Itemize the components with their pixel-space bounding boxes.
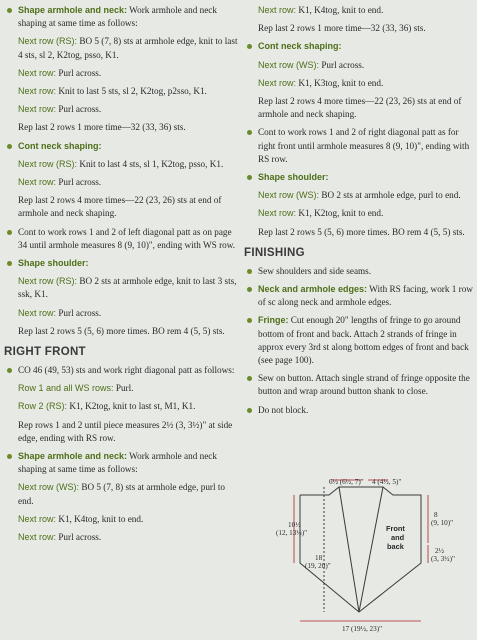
row-label: Next row: bbox=[258, 208, 297, 219]
garment-schematic bbox=[276, 475, 466, 635]
row-label: Next row (WS): bbox=[258, 190, 320, 201]
step-heading: Cont neck shaping: bbox=[18, 140, 102, 151]
row-instruction bbox=[244, 77, 474, 90]
repeat-instruction: Rep last 2 rows 1 more time—32 (33, 36) sts. bbox=[258, 23, 426, 34]
row-text: BO 5 (7, 8) sts at armhole edge, purl to end. bbox=[18, 482, 225, 506]
row-label: Next row (RS): bbox=[18, 276, 78, 287]
left-column bbox=[4, 4, 240, 549]
row-instruction bbox=[4, 103, 240, 116]
row-instruction bbox=[4, 158, 240, 171]
row-instruction bbox=[4, 85, 240, 98]
row-text: BO 5 (7, 8) sts at armhole edge, knit to last 4 sts, sl 2, K2tog, psso, K1. bbox=[18, 36, 238, 60]
step-sew-button: Sew on button. Attach single strand of fringe opposite the button and wrap around button shank to close. bbox=[244, 372, 474, 398]
step-sew-shoulders: Sew shoulders and side seams. bbox=[244, 265, 474, 278]
step-heading: Neck and armhole edges: bbox=[258, 284, 368, 295]
neck-line-left bbox=[339, 487, 359, 612]
step-cont-neck-shaping bbox=[4, 140, 240, 153]
dim-left-label: 10½ bbox=[288, 521, 301, 529]
step-shape-armhole-neck bbox=[4, 4, 240, 30]
row-text: Knit to last 5 sts, sl 2, K2tog, p2sso, K1. bbox=[56, 86, 207, 97]
step-cont-diagonal-right: Cont to work rows 1 and 2 of right diagonal patt as for right front until armhole measures 8 (9, 10)", ending with RS row. bbox=[244, 126, 474, 166]
row-text: K1, K4tog, knit to end. bbox=[296, 5, 384, 15]
step-heading: Shape shoulder: bbox=[258, 172, 329, 183]
step-cont-neck-shaping-right bbox=[244, 40, 474, 53]
front-back-label-1: Front bbox=[386, 524, 405, 533]
row-text: Purl across. bbox=[56, 104, 102, 115]
front-back-label-3: back bbox=[387, 542, 404, 551]
step-heading: Shape shoulder: bbox=[18, 258, 89, 269]
step-heading: Shape armhole and neck: bbox=[18, 5, 128, 15]
step-fringe bbox=[244, 314, 474, 367]
step-heading: Shape armhole and neck: bbox=[18, 451, 128, 462]
row-instruction bbox=[4, 481, 240, 507]
dim-right-lower-label: 2½ bbox=[435, 547, 444, 555]
repeat-instruction: Rep last 2 rows 5 (5, 6) more times. BO rem 4 (5, 5) sts. bbox=[18, 325, 225, 336]
dim-left-label-2: (12, 13½)" bbox=[276, 529, 308, 537]
step-neck-armhole-edges bbox=[244, 283, 474, 309]
dim-right-lower-label-2: (3, 3½)" bbox=[431, 555, 455, 563]
row-instruction bbox=[4, 400, 240, 413]
row-instruction bbox=[4, 275, 240, 301]
row-label: Next row (RS): bbox=[18, 158, 78, 169]
row-instruction bbox=[4, 176, 240, 189]
step-heading: Fringe: bbox=[258, 315, 289, 326]
row-instruction bbox=[244, 189, 474, 202]
row-instruction bbox=[4, 531, 240, 544]
row-label: Next row: bbox=[18, 513, 57, 524]
row-text: BO 2 sts at armhole edge, purl to end. bbox=[319, 190, 461, 201]
repeat-instruction: Rep rows 1 and 2 until piece measures 2½ (3, 3½)" at side edge, ending with RS row. bbox=[18, 419, 233, 443]
row-label: Next row: bbox=[18, 104, 57, 115]
row-label: Next row: bbox=[258, 77, 297, 88]
row-text: Purl across. bbox=[319, 59, 365, 70]
step-shape-shoulder bbox=[4, 257, 240, 270]
row-text: BO 2 sts at armhole edge, knit to last 3 sts, ssk, K1. bbox=[18, 276, 237, 300]
row-text: K1, K2tog, knit to end. bbox=[296, 208, 384, 219]
step-text: With RS facing, work 1 row of sc along neck and armhole edges. bbox=[258, 284, 473, 308]
row-label: Next row: bbox=[258, 5, 297, 15]
row-instruction bbox=[244, 207, 474, 220]
row-label: Row 1 and all WS rows: bbox=[18, 383, 114, 394]
row-label: Row 2 (RS): bbox=[18, 401, 68, 412]
row-text: Purl. bbox=[113, 383, 134, 394]
dim-top-left-label: 6½ (6½, 7)" bbox=[329, 478, 364, 486]
step-cast-on: CO 46 (49, 53) sts and work right diagonal patt as follows: bbox=[4, 364, 240, 377]
row-text: K1, K3tog, knit to end. bbox=[296, 77, 384, 88]
row-text: K1, K2tog, knit to last st, M1, K1. bbox=[67, 401, 196, 412]
row-text: Purl across. bbox=[56, 177, 102, 188]
right-column bbox=[244, 4, 474, 422]
dim-center-label: 18 bbox=[315, 554, 323, 562]
row-instruction bbox=[4, 382, 240, 395]
row-label: Next row (WS): bbox=[18, 482, 80, 493]
row-instruction bbox=[4, 67, 240, 80]
section-title-right-front: RIGHT FRONT bbox=[4, 346, 86, 359]
front-back-label-2: and bbox=[391, 533, 405, 542]
dim-bottom-label: 17 (19½, 23)" bbox=[342, 625, 383, 633]
row-label: Next row: bbox=[18, 532, 57, 543]
row-label: Next row: bbox=[18, 177, 57, 188]
dim-top-right-label: 4 (4½, 5)" bbox=[372, 478, 402, 486]
row-text: Purl across. bbox=[56, 532, 102, 543]
step-text: Cut enough 20" lengths of fringe to go around bottom of front and back. Attach 2 strands of fringe in approx every 3rd st along bottom edges of front and back (see page 100). bbox=[258, 315, 469, 366]
row-label: Next row: bbox=[18, 307, 57, 318]
step-do-not-block: Do not block. bbox=[244, 404, 474, 417]
row-instruction bbox=[4, 307, 240, 320]
step-text: Work armhole and neck shaping at same time as follows: bbox=[18, 451, 217, 475]
step-shape-shoulder-right bbox=[244, 171, 474, 184]
row-text: K1, K4tog, knit to end. bbox=[56, 513, 144, 524]
row-text: Purl across. bbox=[56, 67, 102, 78]
section-title-finishing: FINISHING bbox=[244, 246, 305, 259]
row-text: Purl across. bbox=[56, 307, 102, 318]
step-cont-diagonal: Cont to work rows 1 and 2 of left diagonal patt as on page 34 until armhole measures 8 (9, 10)", ending with WS row. bbox=[4, 226, 240, 252]
dim-center-label-2: (19, 20)" bbox=[305, 562, 331, 570]
repeat-instruction: Rep last 2 rows 4 more times—22 (23, 26) sts at end of armhole and neck shaping. bbox=[18, 195, 222, 219]
dim-right-label-2: (9, 10)" bbox=[431, 519, 454, 527]
dim-right-label: 8 bbox=[434, 511, 438, 519]
row-instruction bbox=[244, 59, 474, 72]
row-instruction bbox=[244, 4, 474, 17]
step-heading: Cont neck shaping: bbox=[258, 41, 342, 52]
row-instruction bbox=[4, 513, 240, 526]
repeat-instruction: Rep last 2 rows 1 more time—32 (33, 36) sts. bbox=[18, 122, 186, 133]
row-label: Next row (RS): bbox=[18, 36, 78, 47]
repeat-instruction: Rep last 2 rows 5 (5, 6) more times. BO rem 4 (5, 5) sts. bbox=[258, 226, 465, 237]
neck-line-right bbox=[359, 487, 383, 612]
step-shape-armhole-neck-2 bbox=[4, 450, 240, 476]
row-label: Next row (WS): bbox=[258, 59, 320, 70]
row-label: Next row: bbox=[18, 67, 57, 78]
row-instruction bbox=[4, 35, 240, 61]
row-text: Knit to last 4 sts, sl 1, K2tog, psso, K1. bbox=[77, 158, 224, 169]
row-label: Next row: bbox=[18, 86, 57, 97]
step-text: Work armhole and neck shaping at same time as follows: bbox=[18, 5, 217, 29]
repeat-instruction: Rep last 2 rows 4 more times—22 (23, 26) sts at end of armhole and neck shaping. bbox=[258, 96, 462, 120]
